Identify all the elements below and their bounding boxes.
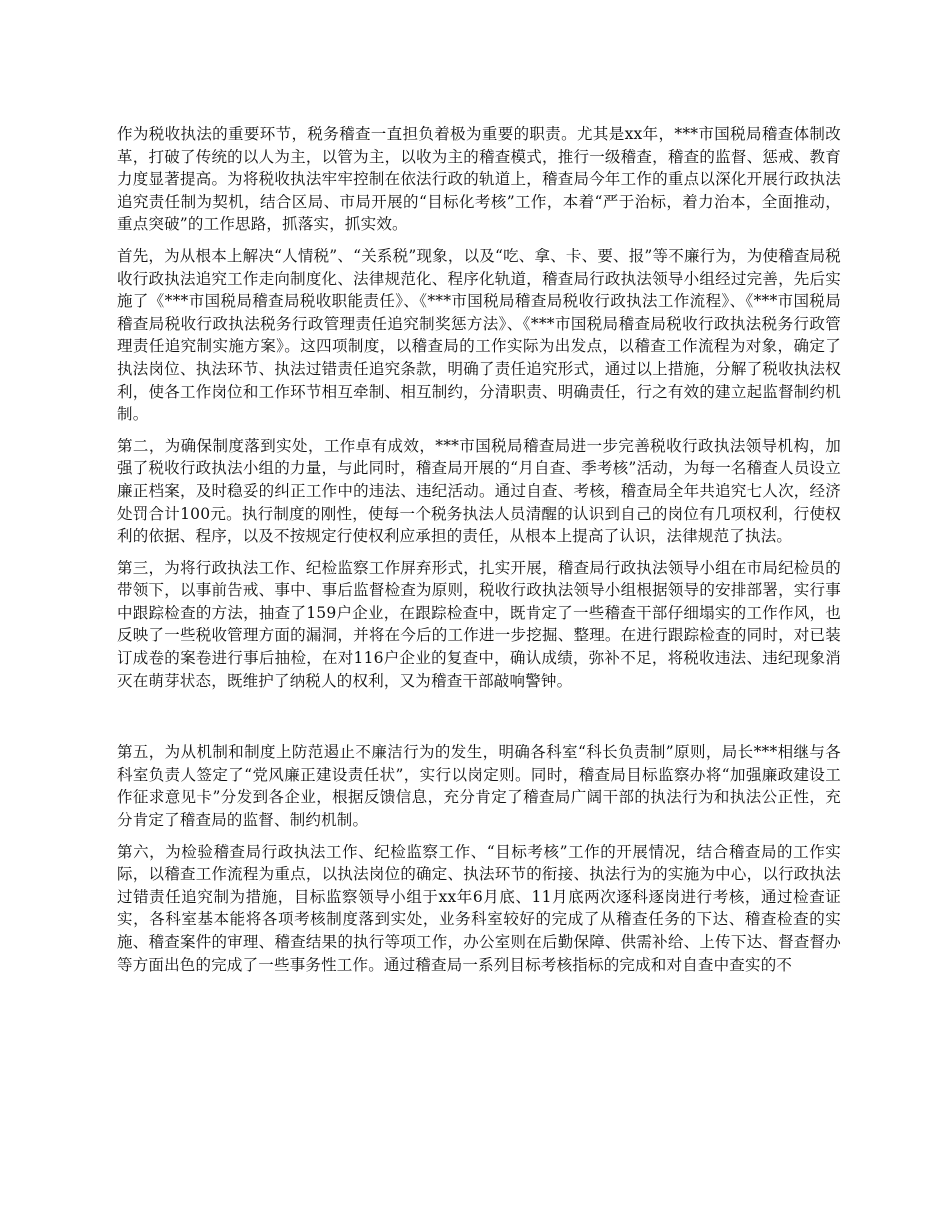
- paragraph-2: 首先，为从根本上解决“人情税”、“关系税”现象，以及“吃、拿、卡、要、报”等不廉行为，为使稽查局税收行政执法追究工作走向制度化、法律规范化、程序化轨道，稽查局行政执法领导小组经过完善，先后实施了《***市国税局稽查局税收职能责任》、《***市国税局稽查局税收行政执法工作流程》、《***市国税局稽查局税收行政执法税务行政管理责任追究制奖惩方法》、《***市国税局稽查局税收行政执法税务行政管理责任追究制实施方案》。这四项制度，以稽查局的工作实际为出发点，以稽查工作流程为对象，确定了执法岗位、执法环节、执法过错责任追究条款，明确了责任追究形式，通过以上措施，分解了税收执法权利，使各工作岗位和工作环节相互牵制、相互制约，分清职责、明确责任，行之有效的建立起监督制约机制。: [117, 246, 841, 424]
- paragraph-4: 第三，为将行政执法工作、纪检监察工作屏弃形式，扎实开展，稽查局行政执法领导小组在市局纪检员的带领下，以事前告戒、事中、事后监督检查为原则，税收行政执法领导小组根据领导的安排部署，实行事中跟踪检查的方法，抽查了159户企业，在跟踪检查中，既肯定了一些稽查干部仔细塌实的工作作风，也反映了一些税收管理方面的漏洞，并将在今后的工作进一步挖掘、整理。在进行跟踪检查的同时，对已装订成卷的案卷进行事后抽检，在对116户企业的复查中，确认成绩，弥补不足，将税收违法、违纪现象消灭在萌芽状态，既维护了纳税人的权利，又为稽查干部敲响警钟。: [117, 558, 841, 690]
- paragraph-1: 作为税收执法的重要环节，税务稽查一直担负着极为重要的职责。尤其是xx年，***市国税局稽查体制改革，打破了传统的以人为主，以管为主，以收为主的稽查模式，推行一级稽查，稽查的监督、惩戒、教育力度显著提高。为将税收执法牢牢控制在依法行政的轨道上，稽查局今年工作的重点以深化开展行政执法追究责任制为契机，结合区局、市局开展的“目标化考核”工作，本着“严于治标，着力治本，全面推动，重点突破”的工作思路，抓落实，抓实效。: [117, 125, 841, 234]
- paragraph-3: 第二，为确保制度落到实处，工作卓有成效，***市国税局稽查局进一步完善税收行政执法领导机构，加强了税收行政执法小组的力量，与此同时，稽查局开展的“月自查、季考核”活动，为每一名稽查人员设立廉正档案，及时稳妥的纠正工作中的违法、违纪活动。通过自查、考核，稽查局全年共追究七人次，经济处罚合计100元。执行制度的刚性，使每一个税务执法人员清醒的认识到自己的岗位有几项权利，行使权利的依据、程序，以及不按规定行使权利应承担的责任，从根本上提高了认识，法律规范了执法。: [117, 436, 841, 546]
- paragraph-6: 第六，为检验稽查局行政执法工作、纪检监察工作、“目标考核”工作的开展情况，结合稽查局的工作实际，以稽查工作流程为重点，以执法岗位的确定、执法环节的衔接、执法行为的实施为中心，以行政执法过错责任追究制为措施，目标监察领导小组于xx年6月底、11月底两次逐科逐岗进行考核，通过检查证实，各科室基本能将各项考核制度落到实处，业务科室较好的完成了从稽查任务的下达、稽查检查的实施、稽查案件的审理、稽查结果的执行等项工作，办公室则在后勤保障、供需补给、上传下达、督查督办等方面出色的完成了一些事务性工作。通过稽查局一系列目标考核指标的完成和对自查中查实的不: [117, 842, 841, 974]
- document-body: [117, 123, 841, 985]
- paragraph-gap: [117, 701, 841, 741]
- paragraph-5: 第五，为从机制和制度上防范遏止不廉洁行为的发生，明确各科室“科长负责制”原则，局长***相继与各科室负责人签定了“党风廉正建设责任状”，实行以岗定则。同时，稽查局目标监察办将“加强廉政建设工作征求意见卡”分发到各企业，根据反馈信息，充分肯定了稽查局广阔干部的执法行为和执法公正性，充分肯定了稽查局的监督、制约机制。: [117, 743, 841, 830]
